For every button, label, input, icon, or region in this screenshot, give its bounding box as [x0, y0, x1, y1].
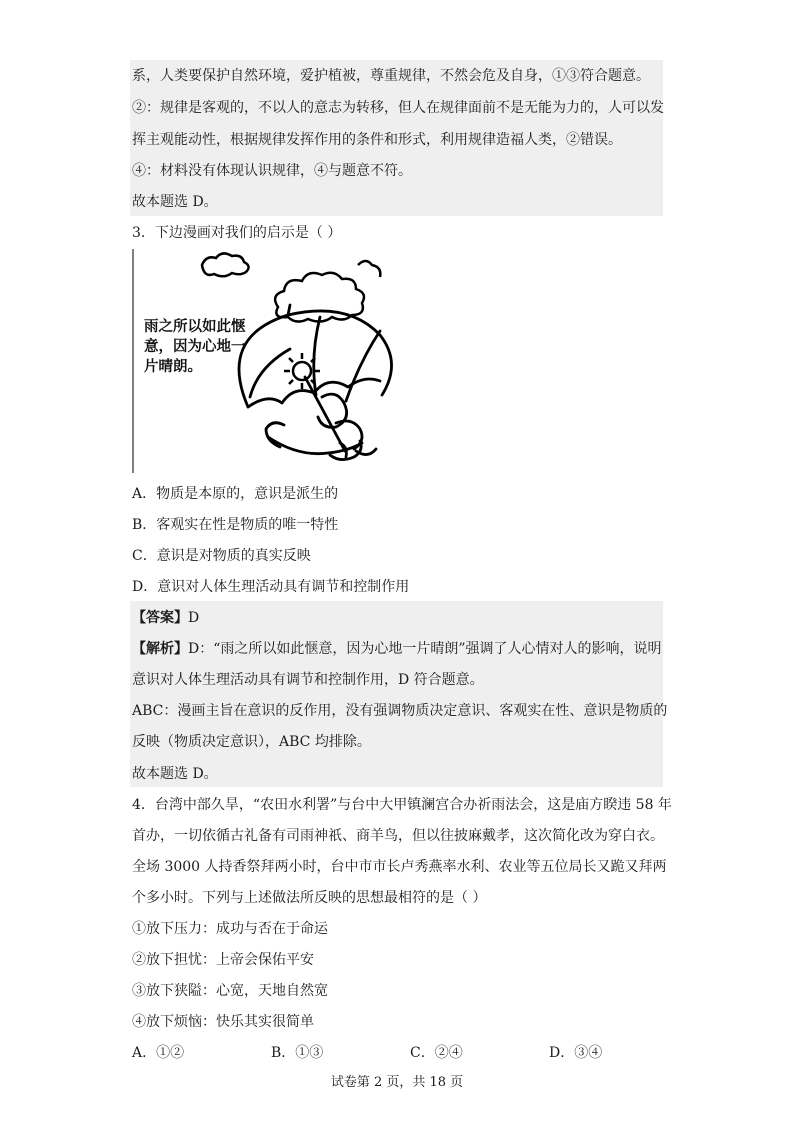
- question-4-stem-line: 4．台湾中部久旱，“农田水利署”与台中大甲镇澜宫合办祈雨法会，这是庙方睽违 58 年: [132, 797, 672, 813]
- analysis-line: [132, 639, 662, 659]
- option-a[interactable]: A．物质是本原的，意识是派生的: [132, 486, 339, 502]
- statement-item: ③放下狭隘：心宽，天地自然宽: [132, 983, 328, 999]
- statement-item: ①放下压力：成功与否在于命运: [132, 921, 328, 937]
- prev-explanation-line: 挥主观能动性，根据规律发挥作用的条件和形式，利用规律造福人类，②错误。: [132, 132, 622, 148]
- question-4-stem-line: 首办，一切依循古礼备有司雨神祇、商羊鸟，但以往披麻戴孝，这次简化改为穿白衣。: [132, 828, 664, 844]
- answer-tag: 【答案】: [132, 610, 188, 626]
- q4-option-d[interactable]: D．③④: [549, 1045, 603, 1061]
- analysis-line: 故本题选 D。: [132, 766, 218, 782]
- cartoon-caption-line: 意，因为心地一: [144, 339, 246, 355]
- umbrella-figure-icon: [130, 247, 415, 475]
- prev-explanation-line: ②：规律是客观的，不以人的意志为转移，但人在规律面前不是无能为力的，人可以发: [132, 100, 664, 116]
- q4-option-b[interactable]: B．①③: [271, 1045, 324, 1061]
- q4-option-c[interactable]: C．②④: [410, 1045, 463, 1061]
- statement-item: ②放下担忧：上帝会保佑平安: [132, 952, 314, 968]
- option-b[interactable]: B．客观实在性是物质的唯一特性: [132, 517, 339, 533]
- analysis-text: D：“雨之所以如此惬意，因为心地一片晴朗”强调了人心情对人的影响，说明: [188, 641, 662, 657]
- answer-block: [130, 601, 663, 787]
- analysis-line: 意识对人体生理活动具有调节和控制作用，D 符合题意。: [132, 672, 484, 688]
- analysis-tag: 【解析】: [132, 641, 188, 657]
- option-d[interactable]: D．意识对人体生理活动具有调节和控制作用: [132, 579, 410, 595]
- analysis-line: ABC：漫画主旨在意识的反作用，没有强调物质决定意识、客观实在性、意识是物质的: [132, 703, 668, 719]
- question-3-stem: 3．下边漫画对我们的启示是（ ）: [132, 225, 342, 241]
- cloud-icon: [202, 253, 249, 276]
- q4-option-a[interactable]: A．①②: [132, 1045, 185, 1061]
- cartoon-caption-line: 片晴朗。: [144, 359, 202, 375]
- question-4-stem-line: 个多小时。下列与上述做法所反映的思想最相符的是（ ）: [132, 890, 487, 906]
- answer-line: [132, 608, 199, 628]
- statement-item: ④放下烦恼：快乐其实很简单: [132, 1014, 314, 1030]
- analysis-line: 反映（物质决定意识），ABC 均排除。: [132, 734, 371, 750]
- answer-value: D: [188, 610, 200, 626]
- prev-explanation-line: ④：材料没有体现认识规律，④与题意不符。: [132, 163, 412, 179]
- question-4-stem-line: 全场 3000 人持香祭拜两小时，台中市市长卢秀燕率水利、农业等五位局长又跪又拜两: [132, 859, 667, 875]
- prev-explanation-line: 故本题选 D。: [132, 194, 218, 210]
- cartoon-caption-line: 雨之所以如此惬: [144, 319, 246, 335]
- cartoon-image: [130, 247, 415, 475]
- page-footer: 试卷第 2 页，共 18 页: [330, 1075, 464, 1090]
- sun-icon: [284, 353, 320, 389]
- option-c[interactable]: C．意识是对物质的真实反映: [132, 548, 311, 564]
- prev-explanation-line: 系，人类要保护自然环境，爱护植被，尊重规律，不然会危及自身，①③符合题意。: [132, 68, 650, 84]
